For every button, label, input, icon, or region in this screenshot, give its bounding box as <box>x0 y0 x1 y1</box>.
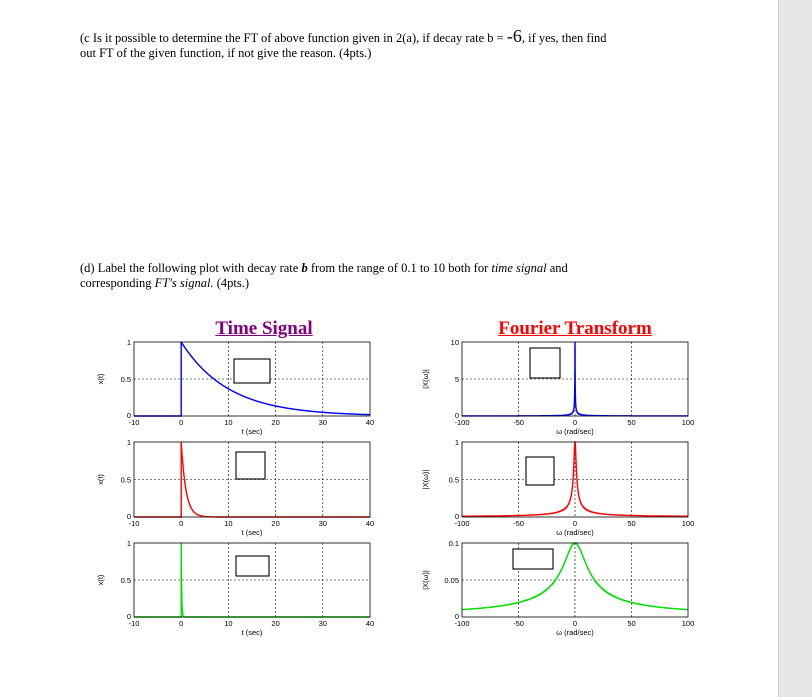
x-tick-label: 50 <box>627 619 636 628</box>
answer-box <box>234 359 270 383</box>
x-tick-label: -10 <box>128 519 140 528</box>
x-tick-label: 100 <box>681 619 695 628</box>
term-time-signal: time signal <box>491 261 547 275</box>
x-tick-label: 20 <box>271 619 280 628</box>
answer-box <box>236 452 265 479</box>
x-axis-label: t (sec) <box>241 427 263 436</box>
question-d-text: (d) Label the following plot with decay rate <box>80 261 302 275</box>
x-axis-label: ω (rad/sec) <box>556 628 594 637</box>
x-tick-label: 0 <box>179 519 184 528</box>
x-tick-label: 40 <box>365 418 375 427</box>
x-axis-label: ω (rad/sec) <box>556 528 594 537</box>
decay-variable: b <box>301 261 308 275</box>
y-tick-label: 5 <box>454 375 459 384</box>
chart-panel-6 <box>421 539 694 637</box>
y-tick-label: 0 <box>454 612 459 621</box>
chart-panel-5 <box>96 539 374 637</box>
x-tick-label: -100 <box>454 418 470 427</box>
x-tick-label: 30 <box>318 619 327 628</box>
x-tick-label: -100 <box>454 519 470 528</box>
x-tick-label: 40 <box>365 619 375 628</box>
chart-panel-1 <box>96 338 374 436</box>
question-d-text-mid: from the range of 0.1 to 10 both for <box>307 261 492 275</box>
term-ft-signal: FT's signal. <box>154 276 214 290</box>
y-tick-label: 0.5 <box>448 475 459 485</box>
y-tick-label: 1 <box>126 438 131 447</box>
x-tick-label: -50 <box>513 519 524 528</box>
x-tick-label: 10 <box>224 619 233 628</box>
answer-box <box>526 457 554 485</box>
answer-box <box>236 556 269 576</box>
x-tick-label: 50 <box>627 418 636 427</box>
y-tick-label: 0 <box>126 411 131 420</box>
y-axis-label: |X(ω)| <box>421 469 430 490</box>
y-axis-label: x(t) <box>96 574 105 586</box>
x-tick-label: 0 <box>572 418 578 427</box>
x-tick-label: 0 <box>572 619 578 628</box>
question-c-text: (c Is it possible to determine the FT of above function given in 2(a), if decay rate b = <box>80 31 507 45</box>
question-d-points: (4pts.) <box>213 276 249 290</box>
question-d-and: and <box>546 261 568 275</box>
y-tick-label: 1 <box>454 438 459 447</box>
x-tick-label: 100 <box>681 519 695 528</box>
x-tick-label: -10 <box>128 619 140 628</box>
x-tick-label: 30 <box>318 418 327 427</box>
x-axis-label: t (sec) <box>241 528 263 537</box>
y-tick-label: 0.5 <box>120 375 131 384</box>
question-d-line2: corresponding <box>80 276 155 290</box>
y-tick-label: 1 <box>126 539 131 548</box>
x-axis-label: ω (rad/sec) <box>556 427 594 436</box>
time-signal-title: Time Signal <box>215 318 313 339</box>
x-tick-label: 20 <box>271 418 280 427</box>
chart-panel-2 <box>421 338 694 436</box>
answer-box <box>530 348 560 378</box>
y-tick-label: 0.05 <box>444 576 459 585</box>
chart-panel-3 <box>96 438 374 537</box>
y-axis-label: |X(ω)| <box>421 570 430 590</box>
y-axis-label: x(t) <box>96 474 105 485</box>
x-tick-label: 10 <box>224 519 233 528</box>
y-tick-label: 1 <box>126 338 131 347</box>
decay-rate-value: -6 <box>506 26 522 46</box>
y-tick-label: 0 <box>126 512 131 521</box>
x-tick-label: -50 <box>513 619 524 628</box>
y-axis-label: |X(ω)| <box>421 369 430 389</box>
x-tick-label: 0 <box>572 519 578 528</box>
question-c-text-end: , if yes, then find <box>521 31 607 45</box>
y-tick-label: 10 <box>450 338 459 347</box>
x-tick-label: 50 <box>627 519 636 528</box>
x-tick-label: -100 <box>454 619 470 628</box>
y-tick-label: 0.5 <box>120 475 131 485</box>
y-tick-label: 0.5 <box>120 576 131 585</box>
fourier-transform-title: Fourier Transform <box>498 318 652 339</box>
y-tick-label: 0.1 <box>448 539 459 548</box>
x-tick-label: 0 <box>179 619 184 628</box>
x-tick-label: 20 <box>271 519 280 528</box>
x-tick-label: -50 <box>513 418 524 427</box>
x-tick-label: 100 <box>681 418 695 427</box>
x-tick-label: 10 <box>224 418 233 427</box>
answer-box <box>513 549 553 569</box>
x-tick-label: 40 <box>365 519 375 528</box>
x-tick-label: 30 <box>318 519 327 528</box>
x-tick-label: -10 <box>128 418 140 427</box>
x-axis-label: t (sec) <box>241 628 263 637</box>
y-tick-label: 0 <box>454 512 459 521</box>
y-tick-label: 0 <box>454 411 459 420</box>
y-axis-label: x(t) <box>96 373 105 385</box>
y-tick-label: 0 <box>126 612 131 621</box>
x-tick-label: 0 <box>179 418 184 427</box>
question-c-line2: out FT of the given function, if not give the reason. (4pts.) <box>80 46 372 60</box>
chart-panel-4 <box>421 438 694 537</box>
